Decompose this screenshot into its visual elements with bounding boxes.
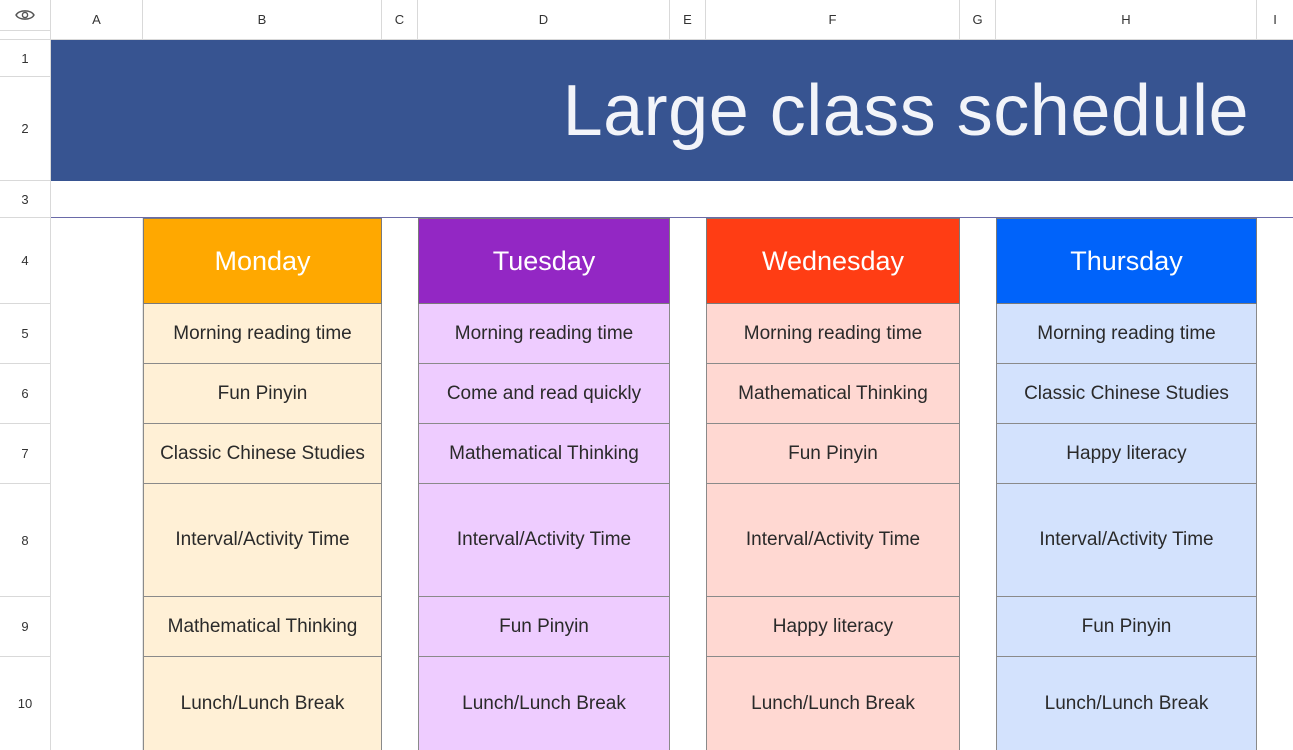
- row-header-1[interactable]: 1: [0, 40, 51, 77]
- row-header-2[interactable]: 2: [0, 77, 51, 181]
- schedule-cell[interactable]: Classic Chinese Studies: [996, 364, 1257, 424]
- row-header-4[interactable]: 4: [0, 218, 51, 304]
- page-title[interactable]: [51, 40, 1293, 181]
- row-header-8[interactable]: 8: [0, 484, 51, 597]
- select-all-corner[interactable]: [0, 0, 51, 31]
- schedule-cell[interactable]: Fun Pinyin: [418, 597, 670, 657]
- column-header-i[interactable]: I: [1257, 0, 1293, 40]
- schedule-cell[interactable]: Fun Pinyin: [996, 597, 1257, 657]
- row-header-5[interactable]: 5: [0, 304, 51, 364]
- schedule-cell[interactable]: Morning reading time: [706, 304, 960, 364]
- column-header-e[interactable]: E: [670, 0, 706, 40]
- schedule-cell[interactable]: Fun Pinyin: [706, 424, 960, 484]
- schedule-cell[interactable]: Morning reading time: [143, 304, 382, 364]
- schedule-cell[interactable]: Happy literacy: [996, 424, 1257, 484]
- schedule-cell[interactable]: Come and read quickly: [418, 364, 670, 424]
- day-header-monday[interactable]: Monday: [143, 218, 382, 304]
- schedule-cell[interactable]: Classic Chinese Studies: [143, 424, 382, 484]
- schedule-cell[interactable]: Lunch/Lunch Break: [706, 657, 960, 750]
- column-header-f[interactable]: F: [706, 0, 960, 40]
- schedule-cell[interactable]: Interval/Activity Time: [418, 484, 670, 597]
- schedule-cell[interactable]: Interval/Activity Time: [706, 484, 960, 597]
- day-header-tuesday[interactable]: Tuesday: [418, 218, 670, 304]
- column-header-d[interactable]: D: [418, 0, 670, 40]
- schedule-cell[interactable]: Lunch/Lunch Break: [996, 657, 1257, 750]
- row-header-3[interactable]: 3: [0, 181, 51, 218]
- schedule-cell[interactable]: Mathematical Thinking: [143, 597, 382, 657]
- schedule-cell[interactable]: Fun Pinyin: [143, 364, 382, 424]
- row-header-9[interactable]: 9: [0, 597, 51, 657]
- schedule-cell[interactable]: Morning reading time: [996, 304, 1257, 364]
- corner-filler: [0, 31, 51, 40]
- row-header-7[interactable]: 7: [0, 424, 51, 484]
- title-text: Large class schedule: [562, 70, 1249, 151]
- day-header-wednesday[interactable]: Wednesday: [706, 218, 960, 304]
- eye-icon: [15, 8, 35, 22]
- schedule-cell[interactable]: Happy literacy: [706, 597, 960, 657]
- schedule-cell[interactable]: Lunch/Lunch Break: [143, 657, 382, 750]
- row-header-6[interactable]: 6: [0, 364, 51, 424]
- schedule-cell[interactable]: Lunch/Lunch Break: [418, 657, 670, 750]
- schedule-cell[interactable]: Mathematical Thinking: [418, 424, 670, 484]
- column-header-h[interactable]: H: [996, 0, 1257, 40]
- column-header-b[interactable]: B: [143, 0, 382, 40]
- day-header-thursday[interactable]: Thursday: [996, 218, 1257, 304]
- row-header-10[interactable]: 10: [0, 657, 51, 750]
- schedule-cell[interactable]: Mathematical Thinking: [706, 364, 960, 424]
- column-header-g[interactable]: G: [960, 0, 996, 40]
- schedule-cell[interactable]: Interval/Activity Time: [996, 484, 1257, 597]
- schedule-cell[interactable]: Interval/Activity Time: [143, 484, 382, 597]
- schedule-cell[interactable]: Morning reading time: [418, 304, 670, 364]
- column-header-c[interactable]: C: [382, 0, 418, 40]
- column-header-a[interactable]: A: [51, 0, 143, 40]
